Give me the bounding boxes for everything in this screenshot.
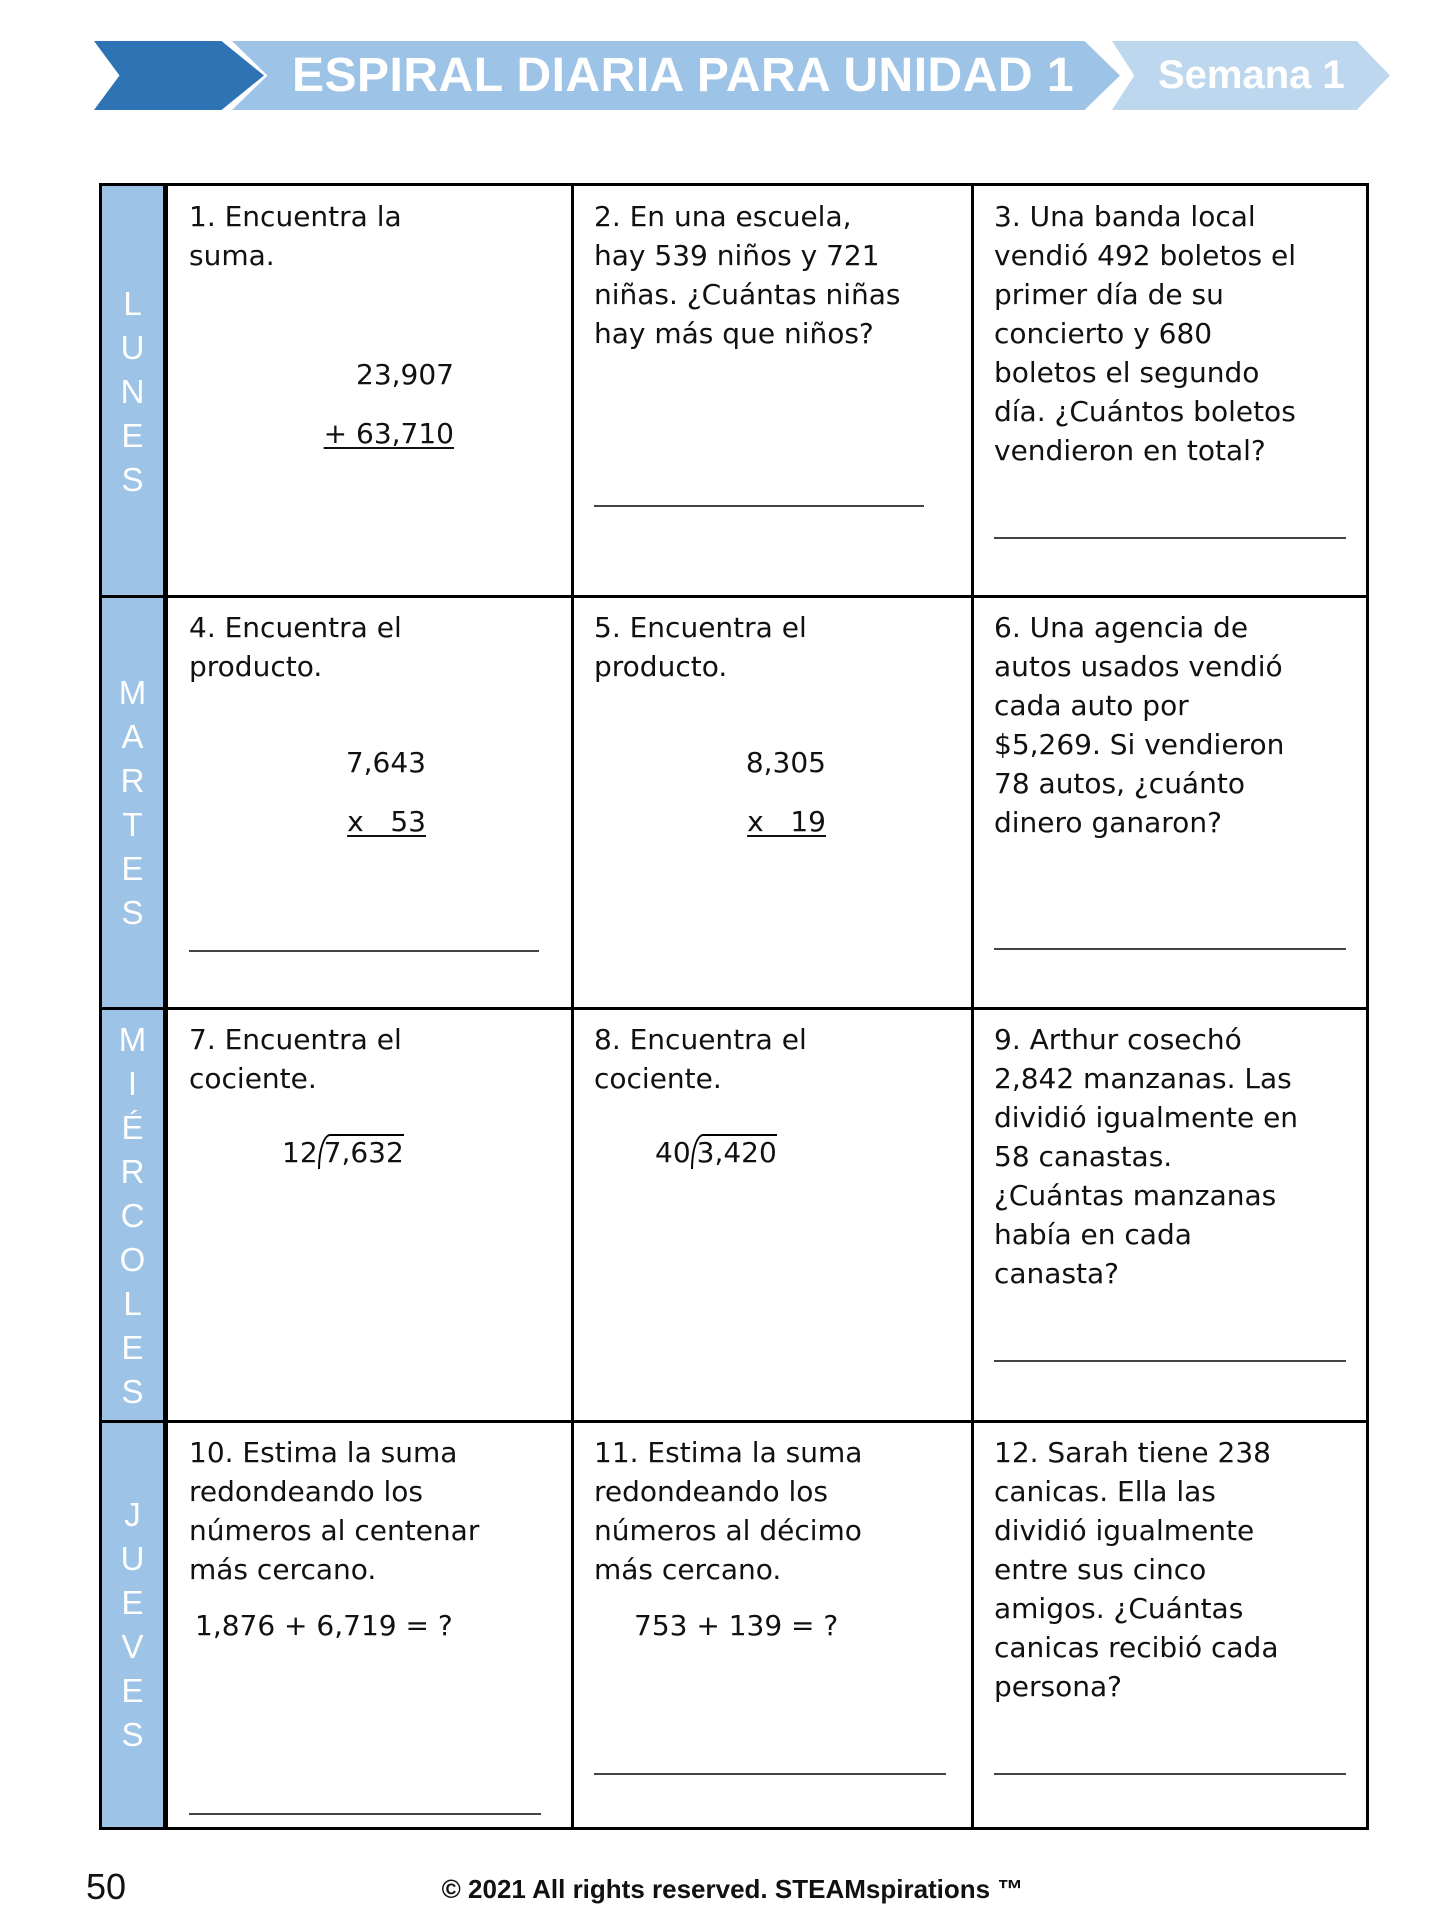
problem-text-line: cada auto por <box>994 689 1189 722</box>
problem-text-line: $5,269. Si vendieron <box>994 728 1285 761</box>
day-letter: L <box>123 1284 142 1322</box>
answer-line <box>994 537 1346 539</box>
problem-text-line: niñas. ¿Cuántas niñas <box>594 278 901 311</box>
day-letter: I <box>127 1064 138 1102</box>
day-label-jueves <box>102 1422 168 1827</box>
problem-text-line: 1. Encuentra la <box>189 200 402 233</box>
day-letter: U <box>120 1539 145 1577</box>
dividend: 3,420 <box>691 1134 777 1169</box>
problem-text-line: persona? <box>994 1670 1122 1703</box>
problem-text-line: 3. Una banda local <box>994 200 1256 233</box>
day-letter: S <box>121 894 144 931</box>
answer-line <box>994 1773 1346 1775</box>
page-title: ESPIRAL DIARIA PARA UNIDAD 1 <box>292 49 1075 102</box>
problem-7 <box>169 1010 574 1423</box>
bottom-operand: + 63,710 <box>323 417 454 450</box>
problem-text-line: entre sus cinco <box>994 1553 1207 1586</box>
problem-12 <box>974 1423 1367 1828</box>
answer-line <box>994 948 1346 950</box>
problem-5 <box>574 598 974 1010</box>
top-operand: 8,305 <box>745 746 826 779</box>
day-label-miercoles <box>102 1009 168 1422</box>
answer-line <box>594 505 924 507</box>
problem-text-line: boletos el segundo <box>994 356 1260 389</box>
problem-text-line: cociente. <box>594 1062 722 1095</box>
problem-text-line: 7. Encuentra el <box>189 1023 402 1056</box>
day-letter: U <box>120 328 145 366</box>
page-number: 50 <box>86 1866 127 1907</box>
problem-text-line: suma. <box>189 239 275 272</box>
problem-text-line: 58 canastas. <box>994 1140 1173 1173</box>
top-operand: 7,643 <box>345 746 426 779</box>
problem-10 <box>169 1423 574 1828</box>
problem-text-line: canasta? <box>994 1257 1120 1290</box>
day-letter: S <box>121 1715 144 1753</box>
day-letter: E <box>121 850 144 887</box>
day-letter: J <box>124 1495 141 1533</box>
problem-text-line: 5. Encuentra el <box>594 611 807 644</box>
problem-text-line: 8. Encuentra el <box>594 1023 807 1056</box>
day-letter: R <box>120 762 145 799</box>
answer-line <box>189 1813 541 1815</box>
day-letter: E <box>121 1671 144 1709</box>
vertical-arithmetic <box>324 355 454 453</box>
day-letter: E <box>121 416 144 454</box>
problem-text-line: 2. En una escuela, <box>594 200 852 233</box>
problem-3 <box>974 187 1367 598</box>
problem-text-line: 11. Estima la suma <box>594 1436 863 1469</box>
problem-text-line: 78 autos, ¿cuánto <box>994 767 1245 800</box>
day-label-lunes <box>102 186 168 597</box>
problem-text-line: autos usados vendió <box>994 650 1283 683</box>
problem-text-line: números al décimo <box>594 1514 862 1547</box>
problem-text-line: amigos. ¿Cuántas <box>994 1592 1244 1625</box>
estimation-expression: 753 + 139 = ? <box>634 1609 839 1642</box>
day-letter: A <box>121 718 144 755</box>
problem-text-line: producto. <box>189 650 323 683</box>
copyright: © 2021 All rights reserved. STEAMspirations ™ <box>441 1874 1024 1904</box>
problem-text-line: vendieron en total? <box>994 434 1266 467</box>
problem-text-line: concierto y 680 <box>994 317 1213 350</box>
day-letter: M <box>118 674 147 711</box>
problem-text-line: primer día de su <box>994 278 1224 311</box>
week-label: Semana 1 <box>1158 53 1345 97</box>
divisor: 40 <box>655 1136 691 1169</box>
problem-text-line: 10. Estima la suma <box>189 1436 458 1469</box>
day-letter: É <box>121 1108 144 1146</box>
problem-text-line: 4. Encuentra el <box>189 611 402 644</box>
worksheet-table <box>99 183 1369 1830</box>
day-letter: R <box>120 1152 145 1190</box>
problem-text-line: 2,842 manzanas. Las <box>994 1062 1292 1095</box>
problem-text-line: redondeando los <box>594 1475 828 1508</box>
problem-text-line: 6. Una agencia de <box>994 611 1249 644</box>
problem-text-line: más cercano. <box>594 1553 782 1586</box>
problem-8 <box>574 1010 974 1423</box>
day-letter: M <box>118 1020 147 1058</box>
problem-text-line: 12. Sarah tiene 238 <box>994 1436 1271 1469</box>
day-letter: S <box>121 460 144 498</box>
vertical-arithmetic <box>746 743 826 841</box>
problem-text-line: dinero ganaron? <box>994 806 1222 839</box>
vertical-arithmetic <box>346 743 426 841</box>
day-letter: E <box>121 1328 144 1366</box>
bottom-operand: x 53 <box>347 805 426 838</box>
day-letter: L <box>123 284 142 322</box>
day-letter: S <box>121 1372 144 1410</box>
bottom-operand: x 19 <box>747 805 826 838</box>
problem-text-line: cociente. <box>189 1062 317 1095</box>
problem-4 <box>169 598 574 1010</box>
day-letter: T <box>122 806 143 843</box>
problem-9 <box>974 1010 1367 1423</box>
divisor: 12 <box>282 1136 318 1169</box>
banner-arrow-dark <box>94 41 264 110</box>
long-division <box>282 1133 404 1172</box>
dividend: 7,632 <box>318 1134 404 1169</box>
problem-11 <box>574 1423 974 1828</box>
day-letter: O <box>119 1240 146 1278</box>
day-letter: C <box>120 1196 145 1234</box>
day-label-martes <box>102 597 168 1009</box>
top-operand: 23,907 <box>356 358 454 391</box>
problem-text-line: redondeando los <box>189 1475 423 1508</box>
answer-line <box>594 1773 946 1775</box>
problem-text-line: 9. Arthur cosechó <box>994 1023 1242 1056</box>
day-letter: E <box>121 1583 144 1621</box>
estimation-expression: 1,876 + 6,719 = ? <box>195 1609 453 1642</box>
problem-text-line: había en cada <box>994 1218 1192 1251</box>
problem-2 <box>574 187 974 598</box>
day-letter: N <box>120 372 145 410</box>
problem-text-line: hay más que niños? <box>594 317 874 350</box>
problem-text-line: dividió igualmente <box>994 1514 1255 1547</box>
problem-text-line: ¿Cuántas manzanas <box>994 1179 1277 1212</box>
problem-text-line: más cercano. <box>189 1553 377 1586</box>
problem-text-line: canicas recibió cada <box>994 1631 1279 1664</box>
answer-line <box>994 1360 1346 1362</box>
answer-line <box>189 950 539 952</box>
problem-text-line: números al centenar <box>189 1514 480 1547</box>
problem-text-line: hay 539 niños y 721 <box>594 239 880 272</box>
problem-text-line: día. ¿Cuántos boletos <box>994 395 1296 428</box>
problem-text-line: canicas. Ella las <box>994 1475 1216 1508</box>
problem-6 <box>974 598 1367 1010</box>
problem-1 <box>169 187 574 598</box>
problem-text-line: producto. <box>594 650 728 683</box>
long-division <box>655 1133 777 1172</box>
problem-text-line: dividió igualmente en <box>994 1101 1299 1134</box>
day-letter: V <box>121 1627 144 1665</box>
problem-text-line: vendió 492 boletos el <box>994 239 1296 272</box>
